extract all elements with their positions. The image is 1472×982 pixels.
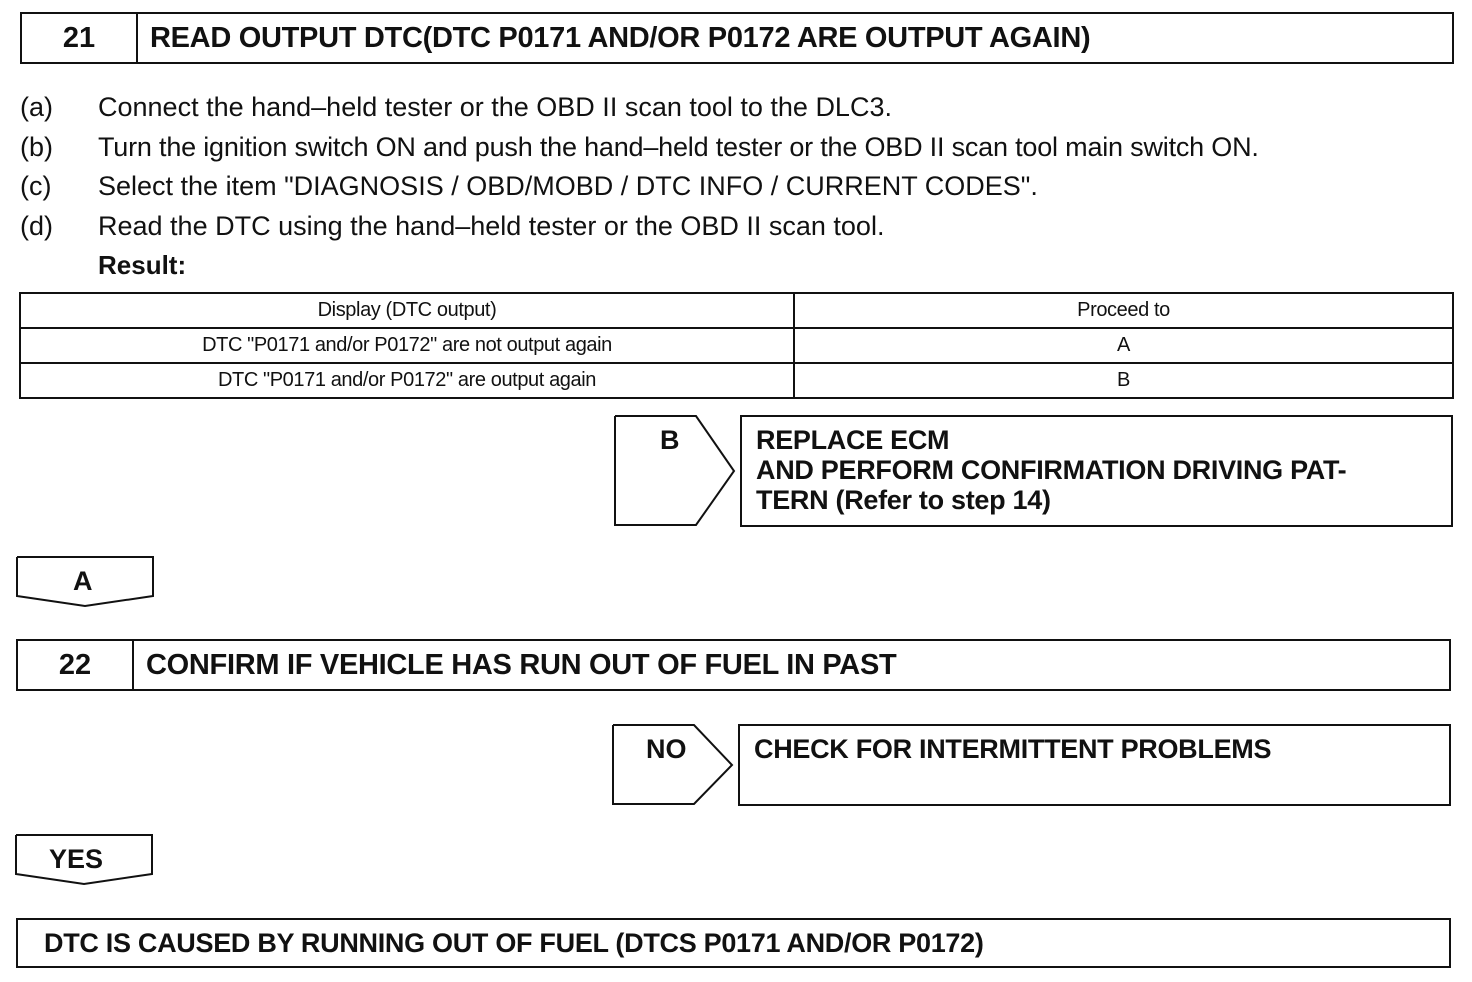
table-cell: A xyxy=(794,328,1453,363)
branch-b-arrow xyxy=(614,415,736,527)
branch-a-tab xyxy=(16,556,154,608)
table-cell: DTC "P0171 and/or P0172" are not output again xyxy=(20,328,794,363)
final-conclusion-box xyxy=(16,918,1451,968)
branch-b-line: REPLACE ECM xyxy=(756,425,950,455)
instruction-b: (b) Turn the ignition switch ON and push the hand–held tester or the OBD II scan tool main switch ON. xyxy=(20,131,1259,162)
table-cell: B xyxy=(794,363,1453,398)
step-21-instructions xyxy=(20,88,1460,286)
branch-no-arrow xyxy=(612,724,734,806)
instruction-a: (a) Connect the hand–held tester or the OBD II scan tool to the DLC3. xyxy=(20,92,892,122)
branch-no-text: CHECK FOR INTERMITTENT PROBLEMS xyxy=(754,734,1272,764)
step-22-title: CONFIRM IF VEHICLE HAS RUN OUT OF FUEL IN PAST xyxy=(146,648,897,681)
result-label: Result: xyxy=(98,250,187,280)
instruction-d: (d) Read the DTC using the hand–held tester or the OBD II scan tool. xyxy=(20,210,885,241)
table-row xyxy=(20,328,1453,363)
branch-b-line: AND PERFORM CONFIRMATION DRIVING PAT- xyxy=(756,455,1347,485)
table-row xyxy=(20,363,1453,398)
branch-no-action-box xyxy=(738,724,1451,806)
table-header-display: Display (DTC output) xyxy=(20,293,794,328)
branch-yes-label: YES xyxy=(49,844,104,874)
step-22-header xyxy=(16,639,1451,691)
result-table xyxy=(19,292,1454,399)
table-cell: DTC "P0171 and/or P0172" are output again xyxy=(20,363,794,398)
branch-b-action-box xyxy=(740,415,1453,527)
final-conclusion-text: DTC IS CAUSED BY RUNNING OUT OF FUEL (DTCS P0171 AND/OR P0172) xyxy=(44,927,984,958)
branch-b-line: TERN (Refer to step 14) xyxy=(756,485,1051,515)
step-22-number: 22 xyxy=(18,641,134,689)
step-21-title: READ OUTPUT DTC(DTC P0171 AND/OR P0172 ARE OUTPUT AGAIN) xyxy=(150,21,1091,54)
branch-yes-tab xyxy=(15,834,153,886)
table-header-proceed: Proceed to xyxy=(794,293,1453,328)
instruction-c: (c) Select the item "DIAGNOSIS / OBD/MOBD / DTC INFO / CURRENT CODES". xyxy=(20,171,1038,201)
branch-a-label: A xyxy=(73,566,93,596)
step-21-header xyxy=(20,12,1454,64)
step-21-number: 21 xyxy=(22,14,138,62)
branch-b-label: B xyxy=(660,425,680,455)
table-header-row xyxy=(20,293,1453,328)
branch-no-label: NO xyxy=(646,734,687,764)
